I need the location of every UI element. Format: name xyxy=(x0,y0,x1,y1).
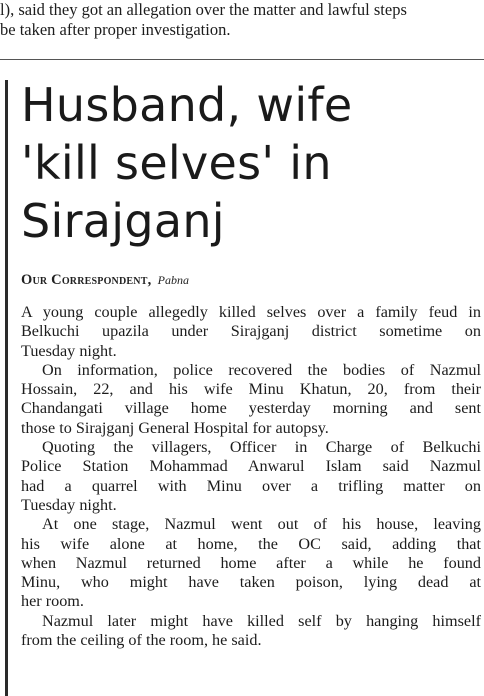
body-line: had a quarrel with Minu over a trifling matter on xyxy=(21,476,481,495)
body-line: A young couple allegedly killed selves over a family feud in xyxy=(21,303,481,321)
paragraph xyxy=(21,361,481,438)
byline-location: Pabna xyxy=(157,273,189,287)
body-line: Tuesday night. xyxy=(21,495,117,514)
body-line: those to Sirajganj General Hospital for autopsy. xyxy=(21,418,329,437)
body-line: Police Station Mohammad Anwarul Islam said Nazmul xyxy=(21,457,481,476)
previous-article-snippet xyxy=(0,0,484,40)
article-body xyxy=(21,303,481,650)
body-line: when Nazmul returned home after a while he found xyxy=(21,553,481,572)
article-headline xyxy=(21,76,481,250)
headline-line: 'kill selves' in xyxy=(21,136,332,190)
byline xyxy=(21,272,189,289)
body-line: his wife alone at home, the OC said, adding that xyxy=(21,534,481,553)
body-line: Minu, who might have taken poison, lying dead at xyxy=(21,573,481,592)
column-rule xyxy=(5,80,8,696)
body-line: her room. xyxy=(21,592,84,611)
paragraph xyxy=(21,303,481,361)
paragraph xyxy=(21,515,481,611)
body-line: At one stage, Nazmul went out of his house, leaving xyxy=(42,515,481,534)
section-divider xyxy=(0,59,484,60)
body-line: Nazmul later might have killed self by hanging himself xyxy=(42,611,481,630)
paragraph xyxy=(21,612,481,651)
body-line: Tuesday night. xyxy=(21,341,117,360)
body-line: Belkuchi upazila under Sirajganj district sometime on xyxy=(21,322,481,341)
body-line: Quoting the villagers, Officer in Charge of Belkuchi xyxy=(42,438,481,457)
body-line: Chandangati village home yesterday morning and sent xyxy=(21,399,481,418)
body-line: On information, police recovered the bodies of Nazmul xyxy=(42,360,481,379)
headline-line: Sirajganj xyxy=(21,194,225,248)
body-line: Hossain, 22, and his wife Minu Khatun, 20, from their xyxy=(21,380,481,399)
previous-article-line: l), said they got an allegation over the matter and lawful steps xyxy=(0,0,407,19)
headline-line: Husband, wife xyxy=(21,78,353,132)
body-line: from the ceiling of the room, he said. xyxy=(21,631,262,650)
paragraph xyxy=(21,438,481,515)
previous-article-line: be taken after proper investigation. xyxy=(0,20,231,39)
byline-author: Our Correspondent, xyxy=(21,272,152,288)
